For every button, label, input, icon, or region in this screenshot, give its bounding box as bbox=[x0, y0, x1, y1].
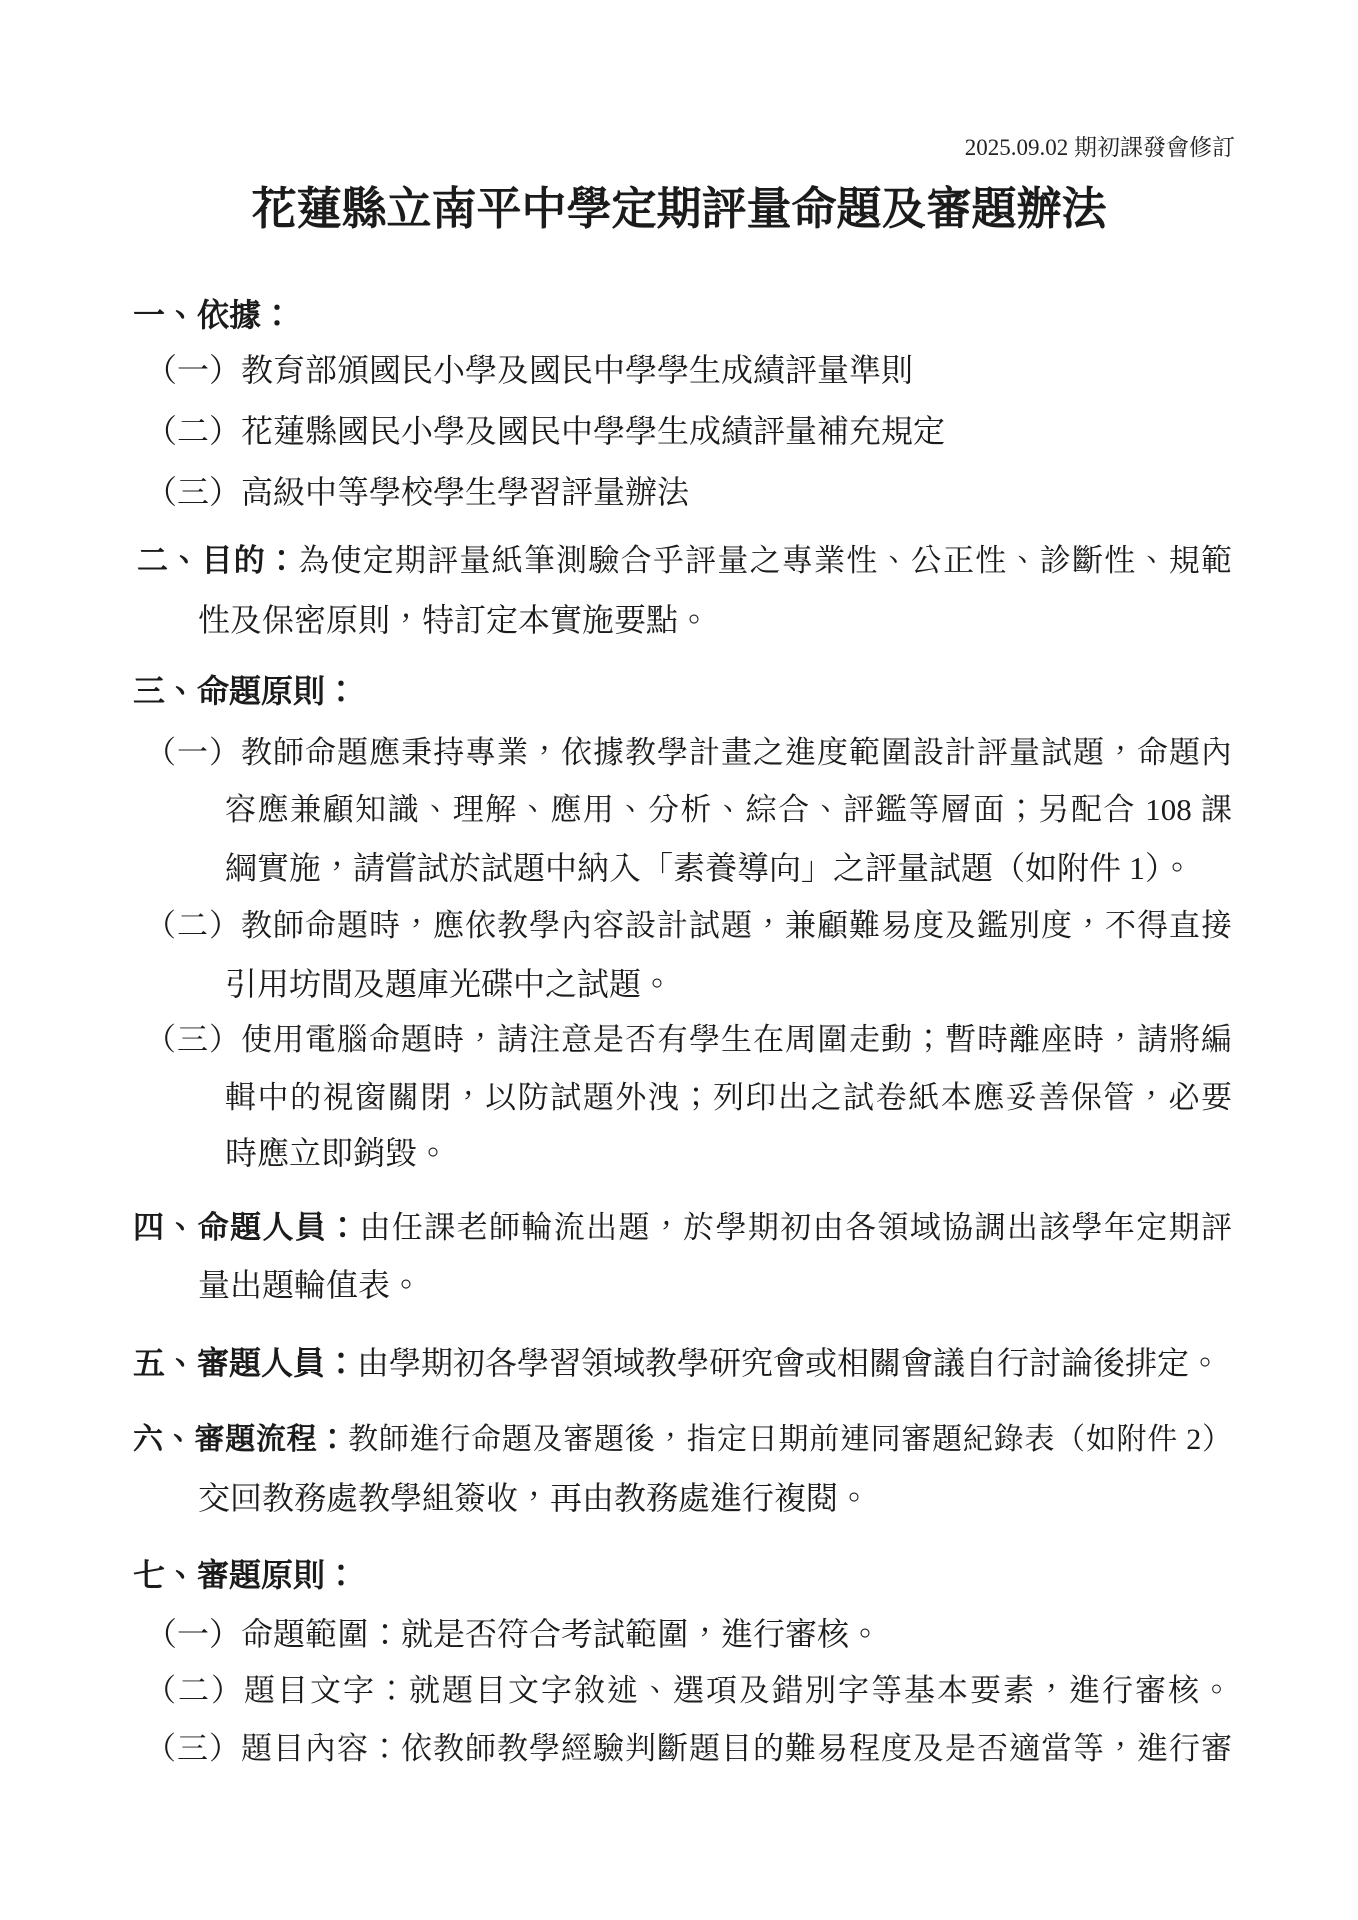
doc-line: 性及保密原則，特訂定本實施要點。 bbox=[198, 602, 711, 638]
doc-line: （二）教師命題時，應依教學內容設計試題，兼顧難易度及鑑別度，不得直接 bbox=[145, 908, 1232, 943]
doc-line: （三）使用電腦命題時，請注意是否有學生在周圍走動；暫時離座時，請將編 bbox=[145, 1022, 1232, 1057]
doc-line: 引用坊間及題庫光碟中之試題。 bbox=[225, 966, 674, 1002]
doc-line-section-5: 五、審題人員：由學期初各學習領域教學研究會或相關會議自行討論後排定。 bbox=[133, 1345, 1222, 1381]
doc-line: 時應立即銷毀。 bbox=[225, 1135, 450, 1171]
doc-line: （一）教師命題應秉持專業，依據教學計畫之進度範圍設計評量試題，命題內 bbox=[145, 735, 1232, 770]
doc-line-section-3: 三、命題原則： bbox=[133, 673, 358, 709]
doc-line: 輯中的視窗關閉，以防試題外洩；列印出之試卷紙本應妥善保管，必要 bbox=[225, 1080, 1232, 1115]
doc-line: （三）題目內容：依教師教學經驗判斷題目的難易程度及是否適當等，進行審 bbox=[145, 1731, 1232, 1766]
doc-line: 交回教務處教學組簽收，再由教務處進行複閱。 bbox=[198, 1480, 871, 1516]
doc-line-section-2: 二、目的：為使定期評量紙筆測驗合乎評量之專業性、公正性、診斷性、規範 bbox=[137, 543, 1233, 578]
doc-line: 容應兼顧知識、理解、應用、分析、綜合、評鑑等層面；另配合 108 課 bbox=[225, 792, 1232, 827]
doc-line-section-4: 四、命題人員：由任課老師輪流出題，於學期初由各領域協調出該學年定期評 bbox=[133, 1210, 1232, 1245]
doc-line-section-7: 七、審題原則： bbox=[133, 1557, 358, 1593]
doc-line: （一）命題範圍：就是否符合考試範圍，進行審核。 bbox=[145, 1616, 882, 1652]
doc-line-section-1: 一、依據： bbox=[133, 297, 294, 333]
revision-note: 2025.09.02 期初課發會修訂 bbox=[964, 135, 1235, 160]
doc-line: （二）花蓮縣國民小學及國民中學學生成績評量補充規定 bbox=[145, 413, 946, 449]
doc-line: 量出題輪值表。 bbox=[198, 1267, 423, 1303]
doc-line: 綱實施，請嘗試於試題中納入「素養導向」之評量試題（如附件 1）。 bbox=[225, 850, 1194, 886]
doc-line: （二）題目文字：就題目文字敘述、選項及錯別字等基本要素，進行審核。 bbox=[145, 1673, 1232, 1708]
doc-line-section-6: 六、審題流程：教師進行命題及審題後，指定日期前連同審題紀錄表（如附件 2） bbox=[133, 1423, 1233, 1456]
page-title: 花蓮縣立南平中學定期評量命題及審題辦法 bbox=[251, 184, 1107, 235]
doc-line: （三）高級中等學校學生學習評量辦法 bbox=[145, 474, 690, 510]
doc-line: （一）教育部頒國民小學及國民中學學生成績評量準則 bbox=[145, 352, 914, 388]
